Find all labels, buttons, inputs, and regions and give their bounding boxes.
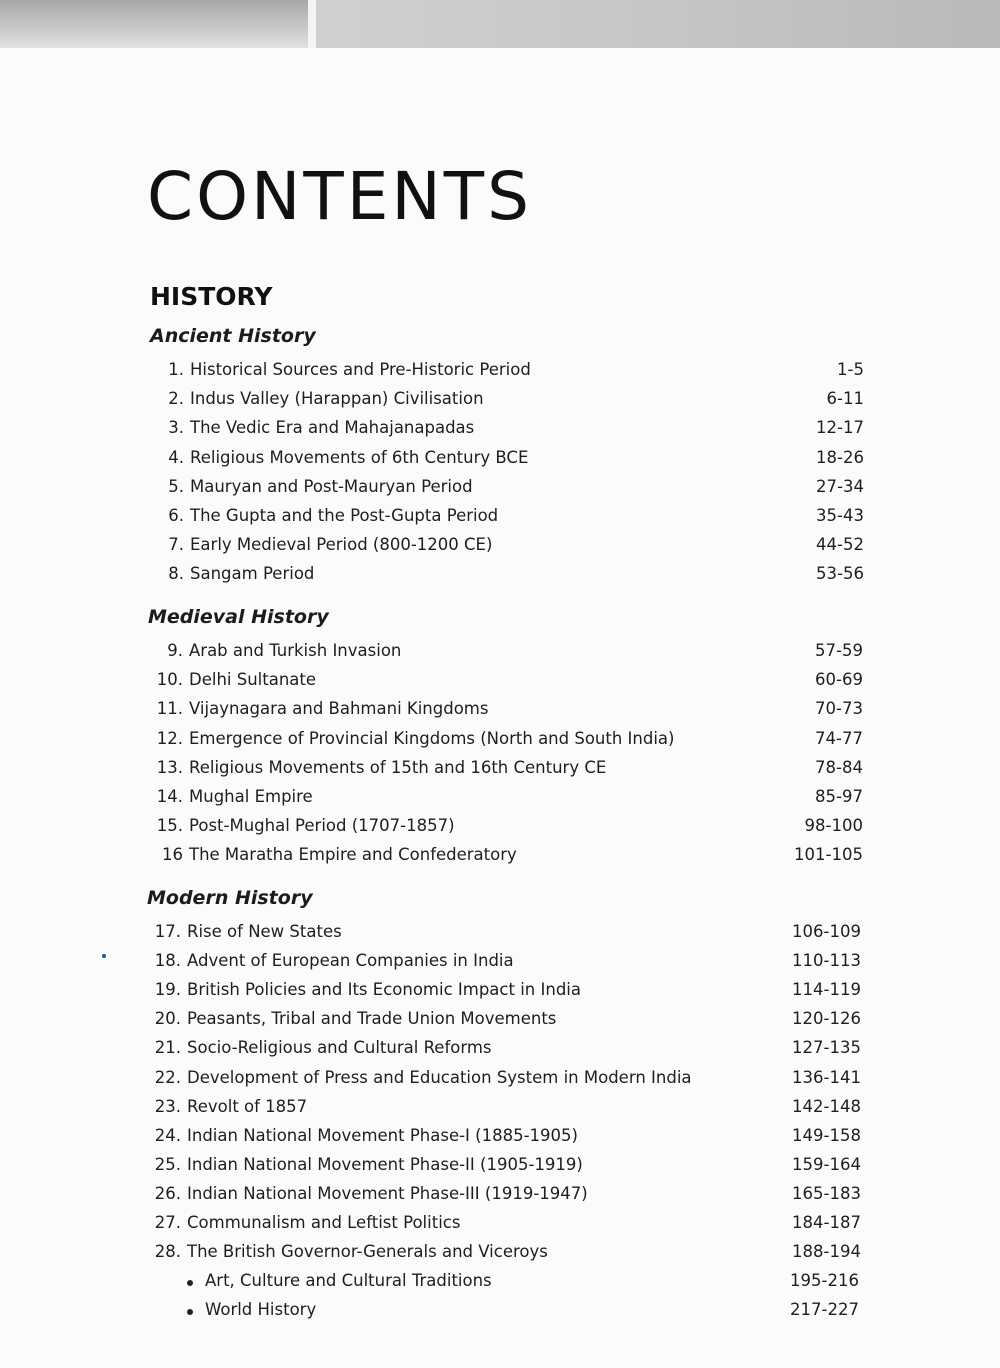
entry-number: 25. — [154, 1154, 181, 1174]
entry-title: Delhi Sultanate — [189, 670, 317, 690]
entry-page-range: 57-59 — [815, 641, 863, 660]
entry-title: Post-Mughal Period (1707-1857) — [189, 816, 455, 836]
toc-entry — [168, 506, 864, 530]
entry-title: Arab and Turkish Invasion — [189, 641, 402, 660]
entry-title: Mughal Empire — [189, 787, 313, 806]
entry-page-range: 106-109 — [792, 922, 861, 941]
scan-edge-left — [0, 0, 308, 48]
entry-title: Religious Movements of 6th Century BCE — [190, 447, 529, 467]
entry-number: 18. — [154, 951, 181, 971]
toc-entry — [156, 670, 863, 694]
entry-page-range: 53-56 — [816, 564, 864, 584]
entry-page-range: 101-105 — [794, 845, 863, 865]
entry-page-range: 184-187 — [792, 1213, 861, 1232]
toc-entry — [167, 641, 863, 665]
entry-number: 21. — [154, 1038, 181, 1058]
entry-number: 27. — [154, 1213, 181, 1232]
entry-title: Rise of New States — [187, 922, 342, 941]
toc-entry — [154, 1183, 861, 1208]
entry-title: British Policies and Its Economic Impact in India — [187, 980, 581, 1000]
entry-number: 2. — [168, 389, 184, 409]
entry-number: 26. — [154, 1183, 181, 1203]
entry-title: Early Medieval Period (800-1200 CE) — [190, 535, 493, 555]
page-title: CONTENTS — [147, 158, 533, 235]
entry-page-range: 6-11 — [826, 389, 864, 409]
entry-number: 22. — [154, 1067, 181, 1087]
toc-entry — [154, 1038, 861, 1062]
toc-bullet-entry — [205, 1300, 859, 1324]
entry-number: 11. — [156, 699, 183, 719]
entry-title: The Maratha Empire and Confederatory — [189, 845, 517, 865]
entry-number: 9. — [167, 641, 183, 660]
toc-entry — [168, 418, 864, 442]
entry-title: Indian National Movement Phase-I (1885-1905) — [187, 1125, 578, 1145]
section-heading: Medieval History — [148, 606, 329, 628]
toc-entry — [168, 476, 864, 501]
entry-page-range: 217-227 — [790, 1300, 859, 1320]
entry-title: Vijaynagara and Bahmani Kingdoms — [189, 699, 489, 719]
entry-title: Religious Movements of 15th and 16th Century CE — [189, 757, 607, 777]
entry-page-range: 159-164 — [792, 1154, 861, 1174]
entry-number: 23. — [154, 1096, 181, 1116]
toc-entry — [168, 564, 864, 588]
entry-number: 12. — [156, 728, 183, 748]
toc-entry — [162, 845, 863, 869]
scan-edge-gap — [308, 0, 316, 48]
entry-page-range: 78-84 — [815, 757, 863, 777]
section-heading: Modern History — [147, 887, 313, 909]
entry-number: 3. — [168, 418, 184, 438]
entry-title: Communalism and Leftist Politics — [187, 1213, 461, 1232]
toc-entry — [156, 699, 863, 723]
toc-entry — [156, 816, 863, 840]
toc-entry — [154, 1213, 861, 1237]
entry-number: 19. — [154, 980, 181, 1000]
entry-title: Peasants, Tribal and Trade Union Movements — [187, 1009, 557, 1029]
toc-entry — [154, 922, 861, 946]
entry-title: Revolt of 1857 — [187, 1096, 308, 1116]
toc-entry — [168, 447, 864, 472]
toc-entry — [156, 787, 863, 811]
entry-title: Advent of European Companies in India — [187, 951, 514, 971]
entry-title: Indian National Movement Phase-II (1905-1919) — [187, 1154, 583, 1174]
bullet-icon — [187, 1280, 193, 1286]
entry-page-range: 60-69 — [815, 670, 863, 690]
bullet-icon — [187, 1309, 193, 1315]
entry-page-range: 188-194 — [792, 1242, 861, 1262]
entry-title: World History — [205, 1300, 317, 1320]
entry-page-range: 70-73 — [815, 699, 863, 719]
entry-title: The British Governor-Generals and Viceroys — [187, 1242, 548, 1262]
toc-entry — [168, 389, 864, 413]
entry-page-range: 44-52 — [816, 535, 864, 555]
entry-number: 1. — [168, 360, 184, 379]
entry-page-range: 114-119 — [792, 980, 861, 1000]
entry-number: 14. — [156, 787, 183, 806]
toc-entry — [154, 1096, 861, 1121]
entry-number: 24. — [154, 1125, 181, 1145]
entry-number: 13. — [156, 757, 183, 777]
entry-number: 15. — [156, 816, 183, 836]
entry-number: 28. — [154, 1242, 181, 1262]
toc-entry — [154, 1154, 861, 1179]
entry-title: Indian National Movement Phase-III (1919-1947) — [187, 1183, 588, 1203]
ink-speck — [102, 954, 106, 958]
entry-page-range: 127-135 — [792, 1038, 861, 1058]
entry-title: The Gupta and the Post-Gupta Period — [190, 506, 499, 525]
entry-title: Historical Sources and Pre-Historic Period — [190, 360, 531, 379]
entry-page-range: 120-126 — [792, 1009, 861, 1029]
toc-entry — [156, 728, 863, 753]
toc-entry — [154, 951, 861, 975]
entry-page-range: 18-26 — [816, 447, 864, 467]
entry-page-range: 142-148 — [792, 1096, 861, 1116]
entry-number: 16 — [162, 845, 183, 865]
entry-title: The Vedic Era and Mahajanapadas — [190, 418, 475, 438]
entry-title: Art, Culture and Cultural Traditions — [205, 1271, 492, 1291]
entry-number: 17. — [154, 922, 181, 941]
entry-page-range: 35-43 — [816, 506, 864, 525]
toc-entry — [154, 1009, 861, 1033]
entry-page-range: 195-216 — [790, 1271, 859, 1291]
entry-title: Development of Press and Education System in Modern India — [187, 1067, 692, 1087]
toc-entry — [154, 1125, 861, 1150]
section-heading: Ancient History — [150, 325, 316, 347]
entry-number: 7. — [168, 535, 184, 555]
entry-title: Mauryan and Post-Mauryan Period — [190, 476, 473, 496]
entry-page-range: 149-158 — [792, 1125, 861, 1145]
entry-number: 10. — [156, 670, 183, 690]
toc-entry — [156, 757, 863, 782]
entry-title: Indus Valley (Harappan) Civilisation — [190, 389, 484, 409]
entry-title: Socio-Religious and Cultural Reforms — [187, 1038, 492, 1058]
entry-number: 8. — [168, 564, 184, 584]
entry-number: 4. — [168, 447, 184, 467]
entry-page-range: 165-183 — [792, 1183, 861, 1203]
part-heading-history: HISTORY — [150, 282, 273, 311]
toc-entry — [154, 980, 861, 1004]
entry-page-range: 136-141 — [792, 1067, 861, 1087]
entry-number: 6. — [168, 506, 184, 525]
scan-edge-right — [316, 0, 1000, 48]
entry-page-range: 27-34 — [816, 476, 864, 496]
entry-page-range: 110-113 — [792, 951, 861, 971]
entry-title: Sangam Period — [190, 564, 315, 584]
entry-page-range: 85-97 — [815, 787, 863, 806]
entry-number: 5. — [168, 476, 184, 496]
entry-page-range: 74-77 — [815, 728, 863, 748]
entry-page-range: 98-100 — [804, 816, 863, 836]
entry-page-range: 12-17 — [816, 418, 864, 438]
toc-entry — [154, 1067, 861, 1092]
toc-entry — [154, 1242, 861, 1266]
entry-number: 20. — [154, 1009, 181, 1029]
entry-page-range: 1-5 — [837, 360, 864, 379]
toc-bullet-entry — [205, 1271, 859, 1295]
toc-entry — [168, 360, 864, 384]
entry-title: Emergence of Provincial Kingdoms (North and South India) — [189, 728, 675, 748]
toc-entry — [168, 535, 864, 559]
